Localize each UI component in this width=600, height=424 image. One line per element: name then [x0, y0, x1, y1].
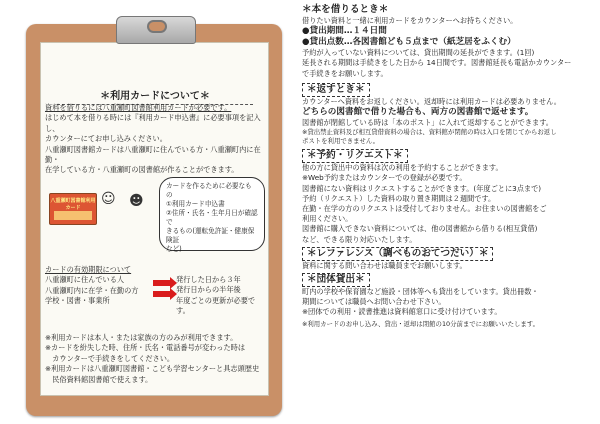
card-info-line: 八重瀬町図書館カードは八重瀬町に住んでいる方・八重瀬町内に在勤・ — [45, 144, 261, 165]
validity-right — [176, 275, 268, 317]
return-note: ポストを利用できません。 — [302, 137, 380, 146]
card-info-line: カウンターにてお申し込みください。 — [45, 134, 167, 144]
reserve-line: 図書館に購入できない資料については、他の図書館から借りる(相互貸借) — [302, 224, 538, 234]
card-info-text — [45, 103, 265, 176]
section-group-title — [302, 273, 598, 287]
return-bold: どちらの図書館で借りた場合も、両方の図書館で返せます。 — [302, 107, 534, 118]
clipboard — [26, 24, 282, 416]
clipboard-paper — [40, 42, 269, 396]
reserve-line: 図書館にない資料はリクエストすることができます。(年度ごとに3点まで) — [302, 183, 542, 193]
card-note: 民俗資料館図書館で使えます。 — [45, 374, 153, 384]
arrow-right-icon — [153, 280, 171, 286]
section-reserve-label: ＊予約・リクエスト＊ — [302, 149, 408, 163]
bubble-line: カードを作るために必要なもの — [166, 182, 252, 199]
validity-period: 発行した日から３年 — [176, 275, 241, 284]
section-reserve-title — [302, 149, 598, 163]
reserve-line: 他の方に貸出中の資料は次の利用を予約することができます。 — [302, 163, 503, 173]
card-info-line: 資料を借りるには八重瀬町図書館利用カードが必要です。 — [45, 103, 232, 112]
validity-period: 発行日からの半年後 — [176, 285, 241, 295]
section-return-title — [302, 83, 598, 97]
group-line: ※団体での利用・読書推進は資料館窓口に受け付けています。 — [302, 307, 502, 317]
footnote: ※利用カードのお申し込み、貸出・返却は閉館の10分前までにお願いいたします。 — [302, 319, 540, 328]
validity-period: 年度ごとの更新が必要です。 — [176, 295, 256, 316]
section-return-label: ＊返すとき＊ — [302, 83, 370, 97]
card-note: ※利用カードは本人・または家族の方のみが利用できます。 — [45, 333, 238, 342]
validity-left: 八重瀬町に住んでいる人 — [45, 275, 125, 285]
reference-line: 資料に関する問い合わせは職員までお願いします。 — [302, 260, 467, 270]
group-line: 期間については職員へお問い合わせ下さい。 — [302, 297, 446, 307]
borrow-line: 予約が入っていない資料については、貸出期間の延長ができます。(1回) — [302, 48, 535, 58]
section-reference-label: ＊レファレンス（調べものおてつだい）＊ — [302, 247, 493, 261]
arrow-right-icon — [153, 291, 171, 297]
bubble-line: きるもの(運転免許証・健康保険証 — [166, 227, 255, 244]
card-info-title: ＊利用カードについて＊ — [57, 87, 253, 105]
validity-left: 学校・図書・事業所 — [45, 296, 110, 306]
card-info-line: はじめて本を借りる時には『利用カード申込書』に必要事項を記入し、 — [45, 113, 261, 133]
borrow-line: 借りたい資料と一緒に利用カードをカウンターへお持ちください。 — [302, 16, 518, 25]
bubble-line: など) — [166, 245, 182, 253]
group-line: 町内の学校や保育園など施設・団体等へも貸出をしています。貸出冊数・ — [302, 287, 539, 297]
borrow-line: 延長される期間は手続きをした日から 14日間です。図書館延長も電話かカウンター — [302, 58, 572, 68]
card-note: カウンターで手続きをしてください。 — [45, 353, 175, 363]
section-reference-title — [302, 247, 598, 261]
library-card-label: 八重瀬町図書館利用カード — [50, 198, 96, 211]
validity-left: 八重瀬町内に在学・在勤の方 — [45, 285, 139, 295]
return-note: ※貸出禁止資料及び相互貸借資料の場合は、資料館が閉館の時は入口を閉じてからお返し — [302, 128, 557, 137]
library-card-illustration — [49, 193, 97, 225]
section-borrow-title: ＊本を借りるとき＊ — [302, 4, 389, 15]
reserve-line: ※Web予約またはカウンターでの登録が必要です。 — [302, 173, 467, 183]
reserve-line: など、できる限り対応いたします。 — [302, 234, 417, 244]
return-line: 図書館が閉館している時は「本のポスト」に入れて返却することができます。 — [302, 118, 553, 128]
borrow-limit: ●貸出点数…各図書館ども５点まで（紙芝居をふくむ） — [302, 37, 516, 48]
reserve-line: 利用ください。 — [302, 214, 353, 224]
return-line: カウンターへ資料をお返しください。返却時には利用カードは必要ありません。 — [302, 96, 561, 106]
section-group-label: ＊団体貸出＊ — [302, 273, 370, 287]
bubble-line: ②住所・氏名・生年月日が確認で — [166, 209, 258, 226]
reserve-line: 在勤・在学の方のリクエストは受付しておりません。お住まいの図書館をご — [302, 204, 547, 214]
character-icon: ☺ — [101, 191, 116, 207]
card-notes — [45, 333, 265, 385]
rules-column — [302, 4, 598, 329]
clipboard-clip — [116, 16, 196, 44]
reserve-line: 予約（リクエスト）した資料の取り置き期間は２週間です。 — [302, 193, 496, 203]
card-note: ※利用カードは八重瀬町図書館・こども学習センターと具志頭歴史 — [45, 364, 260, 374]
requirements-bubble — [159, 177, 265, 251]
card-info-line: 在学している方・八重瀬町の図書館が作ることができます。 — [45, 165, 239, 175]
character-icon: ☻ — [129, 193, 144, 209]
borrow-period: ●貸出期間…１４日間 — [302, 26, 387, 37]
borrow-line: で手続きをお願いします。 — [302, 68, 388, 78]
validity-title: カードの有効期限について — [45, 265, 132, 274]
card-note: ※カードを紛失した時、住所・氏名・電話番号が変わった時は — [45, 343, 246, 353]
bubble-line: ①利用カード申込書 — [166, 200, 225, 208]
